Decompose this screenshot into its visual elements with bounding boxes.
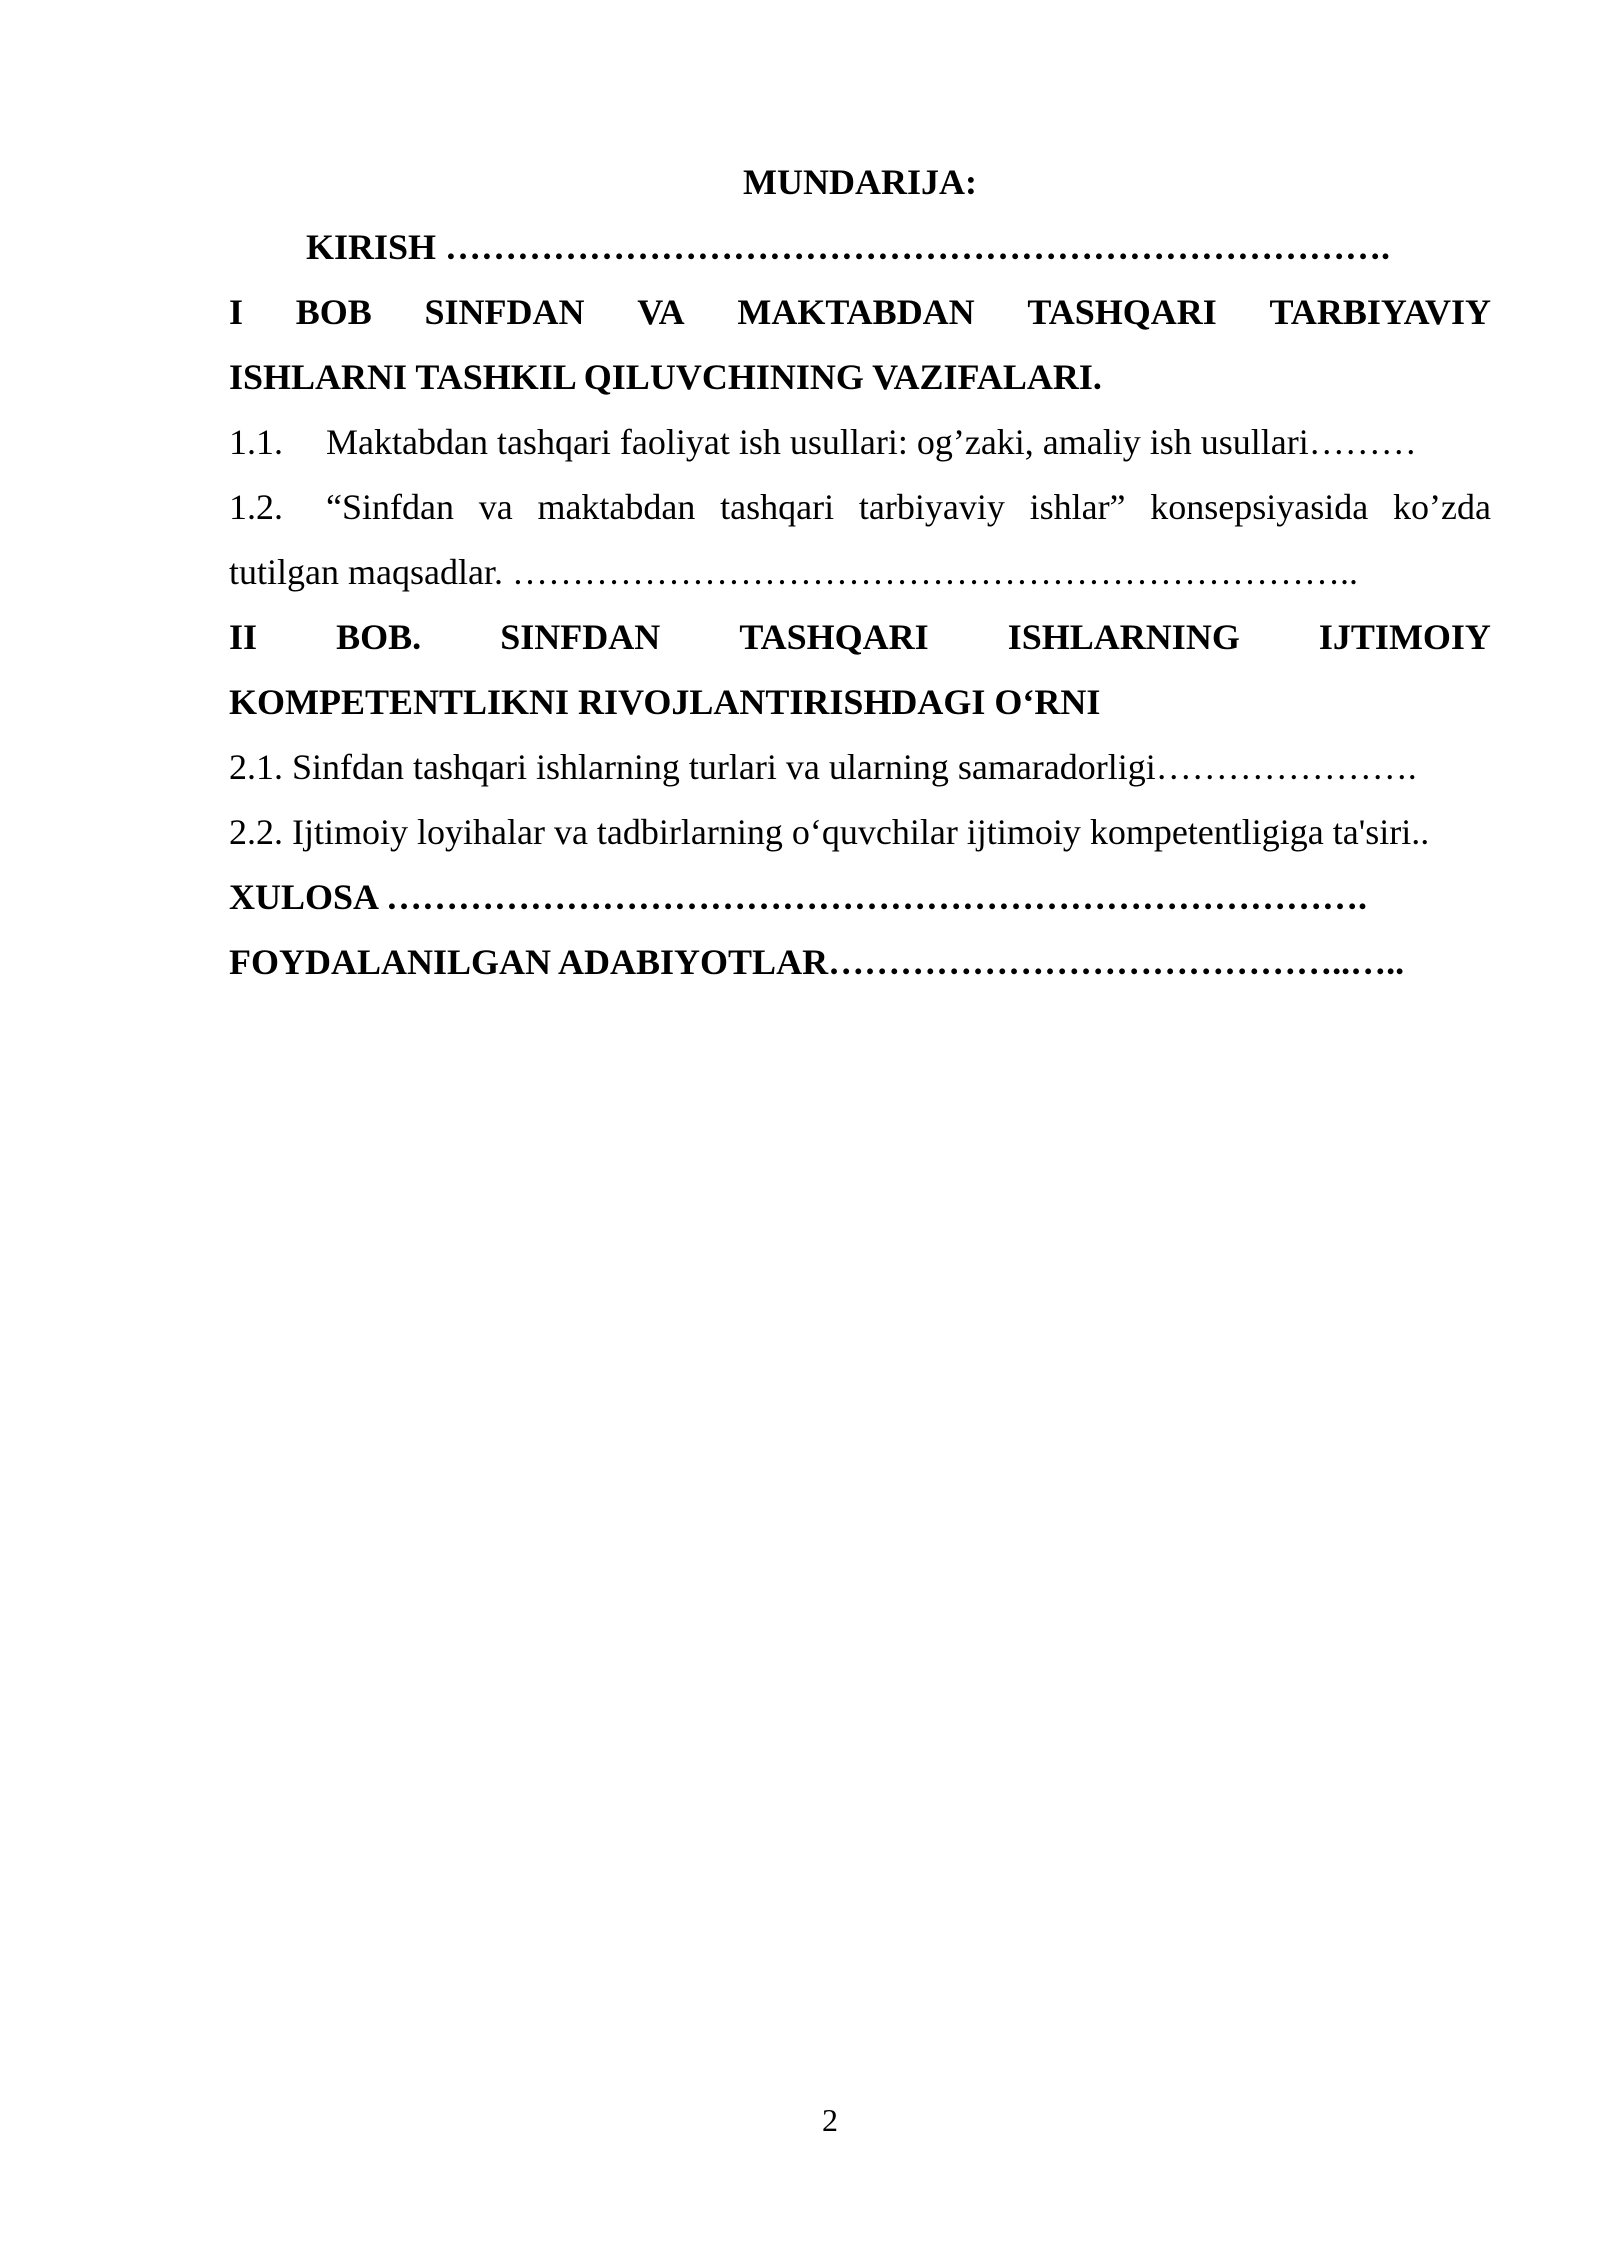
page-number: 2 [822,2102,838,2138]
toc-word: maktabdan [537,487,696,527]
toc-word: TASHQARI [1027,292,1217,332]
toc-word: BOB [295,292,372,332]
toc-title: MUNDARIJA: [743,162,977,202]
toc-word: I [229,292,244,332]
toc-entry-2-2: 2.2. Ijtimoiy loyihalar va tadbirlarning o‘quvchilar ijtimoiy kompetentligiga ta'siri.. [229,812,1430,852]
toc-entry-text: Maktabdan tashqari faoliyat ish usullari: og’zaki, amaliy ish usullari……… [326,422,1417,462]
toc-chapter2-heading-line2: KOMPETENTLIKNI RIVOJLANTIRISHDAGI O‘RNI [229,682,1101,722]
toc-word: SINFDAN [500,617,661,657]
toc-word: ishlar” [1029,487,1126,527]
toc-entry-1-2-line2: tutilgan maqsadlar. …………………………………………………………….. [229,552,1358,592]
toc-entry-number: 1.2. [229,487,283,527]
toc-entry-1-2-line1 [229,475,1491,540]
toc-word: MAKTABDAN [737,292,975,332]
toc-word: va [478,487,513,527]
toc-chapter1-heading-line1 [229,280,1491,345]
toc-entry-text [326,475,1491,540]
toc-word: II [229,617,258,657]
toc-word: IJTIMOIY [1318,617,1491,657]
toc-word: tarbiyaviy [858,487,1005,527]
toc-word: tashqari [720,487,835,527]
toc-word: “Sinfdan [326,487,454,527]
toc-entry-xulosa: XULOSA ………………………………………………………………………. [229,877,1368,917]
toc-word: BOB. [336,617,422,657]
toc-word: SINFDAN [424,292,585,332]
toc-entry-kirish: KIRISH ……………………………………………………………………. [306,227,1391,267]
toc-word: VA [637,292,685,332]
table-of-contents [229,150,1491,995]
toc-word: TARBIYAVIY [1269,292,1491,332]
toc-chapter1-heading-line2: ISHLARNI TASHKIL QILUVCHINING VAZIFALARI. [229,357,1102,397]
toc-entry-adabiyotlar: FOYDALANILGAN ADABIYOTLAR……………………………………..….. [229,942,1405,982]
toc-word: ko’zda [1393,487,1491,527]
toc-entry-2-1: 2.1. Sinfdan tashqari ishlarning turlari va ularning samaradorligi…………………. [229,747,1417,787]
toc-entry-number: 1.1. [229,422,283,462]
toc-word: konsepsiyasida [1150,487,1369,527]
toc-entry-1-1 [229,410,1491,475]
toc-word: TASHQARI [739,617,929,657]
toc-word: ISHLARNING [1007,617,1240,657]
toc-chapter2-heading-line1 [229,605,1491,670]
